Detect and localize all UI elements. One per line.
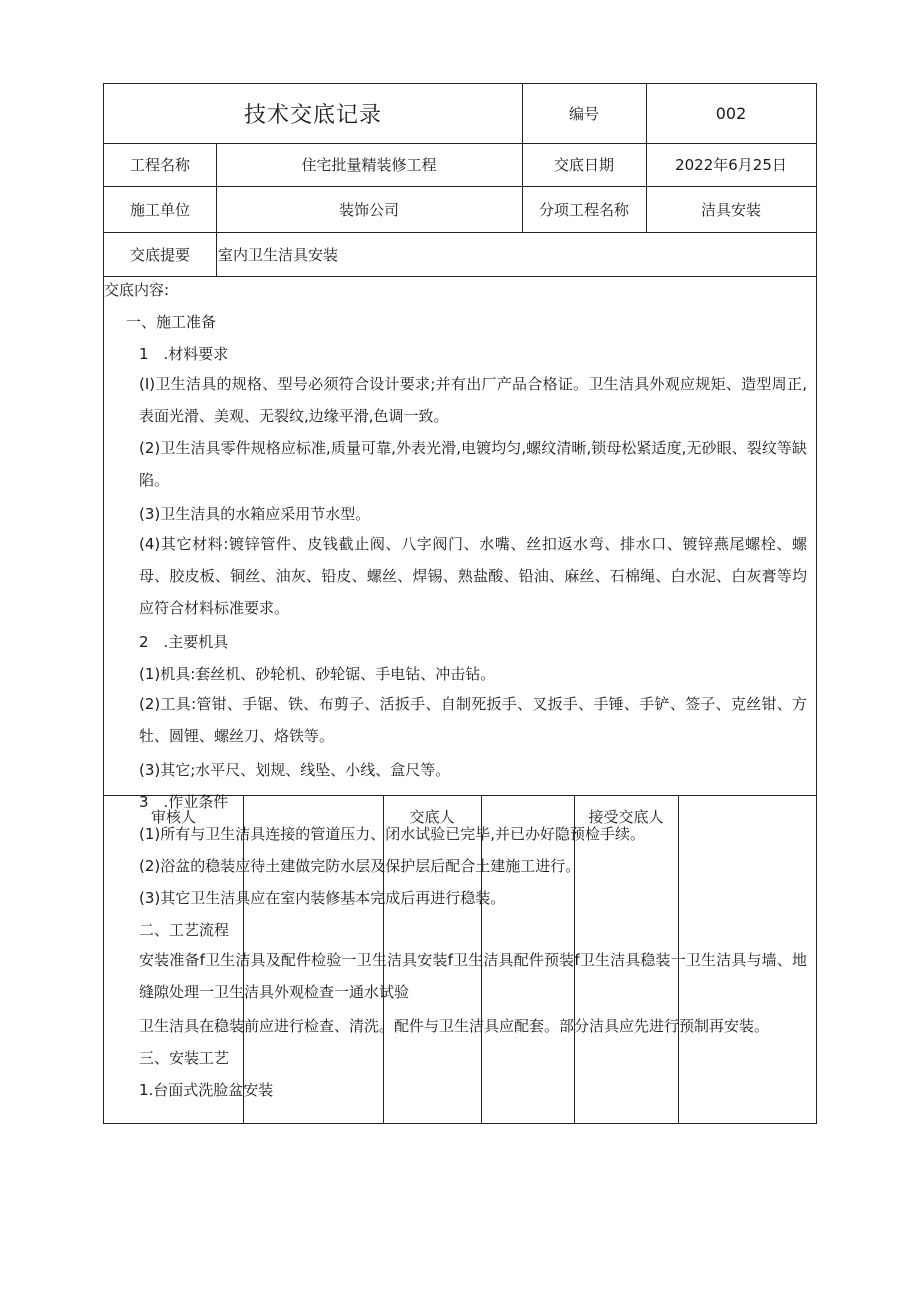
number-value: 002 (715, 104, 747, 123)
subsection-heading: 3 .作业条件 (139, 793, 229, 811)
content-heading: 交底内容: (104, 281, 170, 299)
paragraph: 卫生洁具在稳装前应进行检查、清洗。配件与卫生洁具应配套。部分洁具应先进行预制再安装。 (139, 1017, 770, 1035)
subsection-heading: 1 .材料要求 (139, 345, 229, 363)
section-heading: 二、工艺流程 (139, 921, 230, 939)
paragraph: (3)其它;水平尺、划规、线坠、小线、盒尺等。 (139, 761, 451, 779)
subproject-name-label: 分项工程名称 (538, 200, 629, 219)
paragraph: (2)浴盆的稳装应待土建做完防水层及保护层后配合土建施工进行。 (139, 857, 581, 875)
paragraph: (3)卫生洁具的水箱应采用节水型。 (139, 505, 371, 523)
disclosure-date-label: 交底日期 (553, 156, 614, 174)
section-heading: 一、施工准备 (126, 313, 217, 331)
receiver-label: 接受交底人 (588, 807, 664, 826)
reviewer-value[interactable] (243, 795, 383, 837)
paragraph: (2)卫生洁具零件规格应标准,质量可靠,外表光滑,电镀均匀,螺纹清晰,锁母松紧适度,无砂眼、裂纹等缺陷。 (139, 439, 807, 489)
discloser-label: 交底人 (409, 807, 455, 826)
discloser-value[interactable] (481, 795, 574, 837)
paragraph: (3)其它卫生洁具应在室内装修基本完成后再进行稳装。 (139, 889, 506, 907)
subsection-heading: 1.台面式洗脸盆安装 (139, 1081, 274, 1099)
summary-label: 交底提要 (129, 245, 190, 264)
disclosure-date-value: 2022年6月25日 (675, 156, 787, 174)
paragraph: (4)其它材料:镀锌管件、皮钱截止阀、八字阀门、水嘴、丝扣返水弯、排水口、镀锌燕尾螺栓、螺母、胶皮板、铜丝、油灰、铅皮、螺丝、焊锡、熟盐酸、铅油、麻丝、石棉绳、白水泥、白灰膏等均应符合材料标准要求。 (139, 535, 807, 617)
project-name-label: 工程名称 (129, 156, 190, 174)
paragraph: (1)机具:套丝机、砂轮机、砂轮锯、手电钻、冲击钻。 (139, 665, 496, 683)
paragraph: 安装准备f卫生洁具及配件检验一卫生洁具安装f卫生洁具配件预装f卫生洁具稳装一卫生洁具与墙、地缝隙处理一卫生洁具外观检查一通水试验 (139, 951, 807, 1001)
paragraph: (1)所有与卫生洁具连接的管道压力、闭水试验已完毕,并已办好隐预检手续。 (139, 825, 646, 843)
number-label: 编号 (568, 105, 599, 123)
subproject-name-value: 洁具安装 (700, 200, 761, 219)
section-heading: 三、安装工艺 (139, 1049, 230, 1067)
reviewer-label: 审核人 (150, 807, 196, 826)
technical-disclosure-form (103, 83, 817, 1124)
paragraph: (I)卫生洁具的规格、型号必须符合设计要求;并有出厂产品合格证。卫生洁具外观应规矩、造型周正,表面光滑、美观、无裂纹,边缘平滑,色调一致。 (139, 375, 807, 425)
form-title: 技术交底记录 (243, 103, 382, 128)
paragraph: (2)工具:管钳、手锯、铁、布剪子、活扳手、自制死扳手、叉扳手、手锤、手铲、签子、克丝钳、方牡、圆锂、螺丝刀、烙铁等。 (139, 695, 807, 745)
project-name-value: 住宅批量精装修工程 (301, 156, 437, 174)
subsection-heading: 2 .主要机具 (139, 633, 229, 651)
construction-unit-value: 装饰公司 (338, 200, 399, 219)
receiver-value[interactable] (678, 795, 816, 837)
summary-value: 室内卫生洁具安装 (218, 245, 339, 264)
construction-unit-label: 施工单位 (129, 200, 190, 219)
divider (104, 276, 816, 277)
